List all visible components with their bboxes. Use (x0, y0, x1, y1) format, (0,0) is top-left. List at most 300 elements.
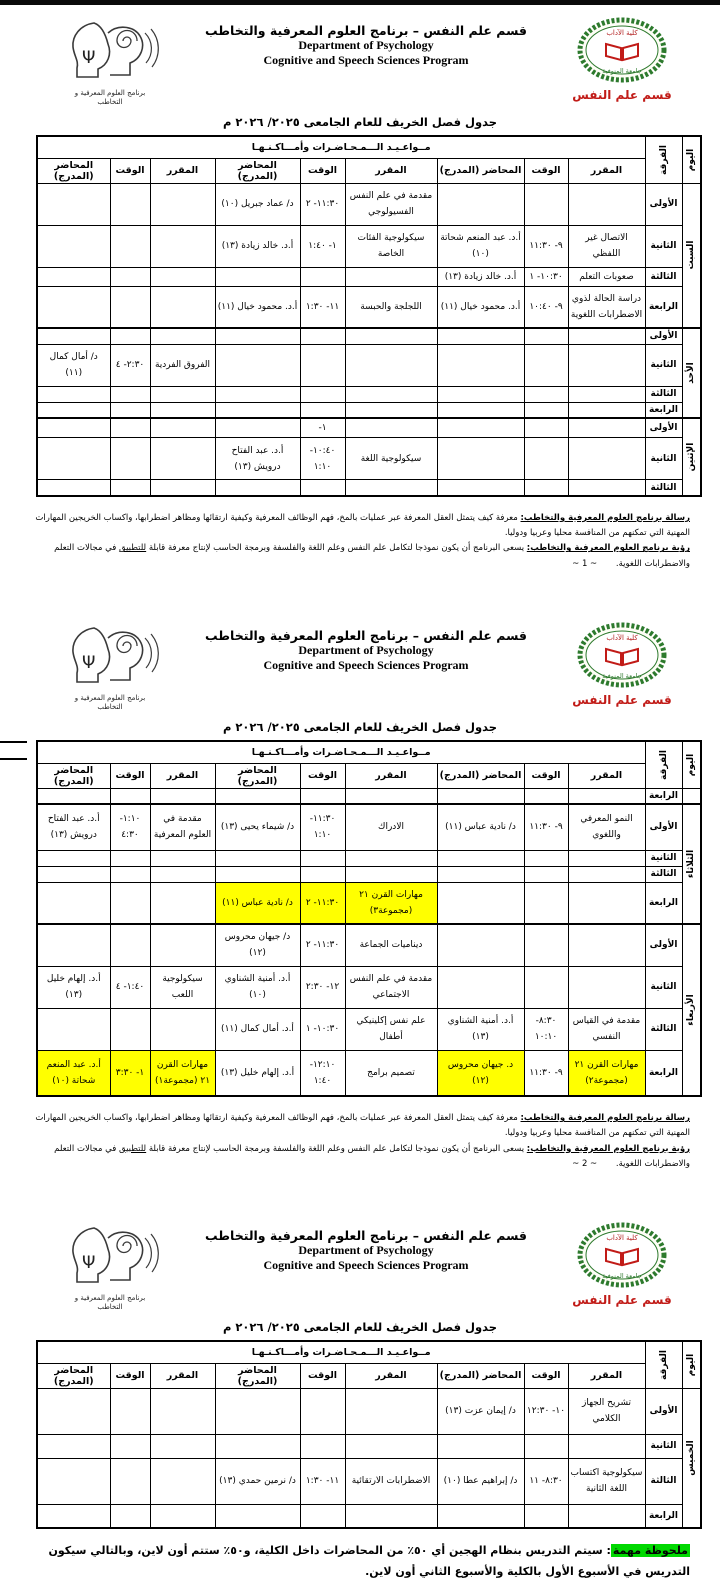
note-text: : سيتم التدريس بنظام الهجين أي ٥٠٪ من المحاضرات داخل الكلية، و٥٠٪ ستتم أون لاين، وبالتالي سيكون التدريس في الأسبوع الأول بالكلية والأسبوع الثاني أون لاين. (48, 1544, 690, 1579)
course-cell (345, 1388, 437, 1434)
time-cell (110, 267, 150, 286)
program-title-en: Cognitive and Speech Sciences Program (263, 658, 469, 673)
time-cell (524, 924, 568, 966)
lecturer-cell (215, 1504, 300, 1528)
grade-cell: الثالثة (645, 1458, 682, 1504)
course-cell (150, 850, 215, 866)
program-logo-block (50, 17, 170, 107)
schedule-table-page-3 (36, 1340, 702, 1530)
lecturer-cell (215, 386, 300, 402)
course-header: المقرر (345, 158, 437, 183)
lecturer-cell: أ.د. خالد زيادة (١٣) (215, 225, 300, 267)
lecturer-cell: د/ أمال كمال (١١) (37, 344, 110, 386)
time-cell: ١١:٣٠- ٢ (300, 924, 345, 966)
lecturer-cell: أ.د. خالد زيادة (١٣) (437, 267, 524, 286)
course-cell (150, 225, 215, 267)
lecturer-header: المحاضر (المدرج) (215, 763, 300, 788)
course-cell: الاضطرابات الارتقائية (345, 1458, 437, 1504)
lecturer-cell (437, 344, 524, 386)
time-header: الوقت (300, 158, 345, 183)
faculty-seal-icon (562, 17, 682, 87)
course-cell (150, 1008, 215, 1050)
course-cell (568, 438, 645, 480)
time-cell (300, 480, 345, 496)
lecturer-cell (215, 1388, 300, 1434)
time-cell (110, 866, 150, 882)
time-cell (524, 882, 568, 924)
grade-cell: الأولى (645, 924, 682, 966)
course-cell (150, 328, 215, 344)
course-cell (150, 267, 215, 286)
lecturer-cell (37, 386, 110, 402)
course-cell (345, 402, 437, 418)
time-cell (300, 402, 345, 418)
lecturer-cell: أ.د. إلهام خليل (١٣) (37, 966, 110, 1008)
time-cell (110, 183, 150, 225)
grade-cell: الثالثة (645, 386, 682, 402)
lecturer-cell: أ.د. أمنية الشناوي (١٣) (437, 1008, 524, 1050)
lecturer-cell (437, 418, 524, 438)
seal-top-text: كلية الآداب (606, 29, 638, 37)
time-cell: ١١:٣٠- ١:١٠ (300, 804, 345, 850)
seal-top-text: كلية الآداب (606, 634, 638, 643)
time-cell (524, 402, 568, 418)
course-cell: ديناميات الجماعة (345, 924, 437, 966)
time-cell (524, 386, 568, 402)
lecturer-cell (37, 866, 110, 882)
lecturer-cell (437, 183, 524, 225)
lecturer-cell: أ.د. أمنية الشناوي (١٠) (215, 966, 300, 1008)
faculty-seal-icon (562, 622, 682, 692)
lecturer-cell (215, 850, 300, 866)
department-title-ar: قسم علم النفس – برنامج العلوم المعرفية والتخاطب (205, 628, 527, 644)
department-title-ar: قسم علم النفس – برنامج العلوم المعرفية والتخاطب (205, 1228, 527, 1244)
course-cell: مقدمة في علم النفس الاجتماعي (345, 966, 437, 1008)
course-header: المقرر (568, 763, 645, 788)
lecturer-cell (437, 866, 524, 882)
program-logo-caption: برنامج العلوم المعرفية و التخاطب (74, 694, 146, 711)
time-cell: ١٠:٣٠- ١ (300, 1008, 345, 1050)
department-title-en: Department of Psychology (298, 1243, 434, 1258)
vision-underlined-word: للتطبيق (118, 1143, 147, 1154)
course-cell (345, 850, 437, 866)
lecturer-header: المحاضر (المدرج) (215, 1363, 300, 1388)
lecturer-cell (437, 480, 524, 496)
course-cell (568, 1434, 645, 1458)
grade-cell: الأولى (645, 418, 682, 438)
course-cell (345, 1504, 437, 1528)
lecturer-cell: د. جيهان محروس (١٢) (437, 1050, 524, 1096)
grade-cell: الثالثة (645, 480, 682, 496)
course-cell (150, 788, 215, 804)
program-logo-caption: برنامج العلوم المعرفية و التخاطب (74, 89, 146, 106)
time-cell (110, 418, 150, 438)
course-cell: سيكولوجية اللغة (345, 438, 437, 480)
time-cell (110, 438, 150, 480)
time-header: الوقت (524, 1363, 568, 1388)
department-title-en: Department of Psychology (298, 643, 434, 658)
seal-bottom-text: جامعة المنوفية (602, 67, 642, 75)
course-header: المقرر (345, 1363, 437, 1388)
seal-bottom-text: جامعة المنوفية (602, 1272, 642, 1281)
time-cell (524, 966, 568, 1008)
vision-text: يسعى البرنامج أن يكون نموذجا لتكامل علم النفس وعلم اللغة والفلسفة وبرمجة الحاسب لإنتاج معرفة قابلة (146, 543, 527, 554)
course-cell (568, 328, 645, 344)
lecturer-header: المحاضر (المدرج) (37, 763, 110, 788)
time-cell: ٨:٣٠- ١١ (524, 1458, 568, 1504)
time-cell (524, 344, 568, 386)
mission-line (26, 511, 690, 542)
lecturer-cell: أ.د. عبد المنعم شحاتة (١٠) (37, 1050, 110, 1096)
course-cell: سيكولوجية اكتساب اللغة الثانية (568, 1458, 645, 1504)
course-cell (568, 480, 645, 496)
schedule-table-page-2 (36, 740, 702, 1098)
time-cell: ٩- ١١:٣٠ (524, 225, 568, 267)
time-cell (300, 1434, 345, 1458)
lecturer-cell (437, 328, 524, 344)
time-cell: ١١:٣٠- ٢ (300, 882, 345, 924)
course-cell (568, 850, 645, 866)
day-column-header: اليوم (682, 136, 701, 184)
page-footer (26, 1111, 690, 1172)
lecturer-cell (37, 286, 110, 328)
lecturer-cell: د/ نادية عباس (١١) (437, 804, 524, 850)
note-label: ملحوظة مهمة (612, 1544, 688, 1558)
course-cell (568, 866, 645, 882)
lecturer-cell: أ.د. محمود خيال (١١) (437, 286, 524, 328)
course-cell: مقدمة في القياس النفسي (568, 1008, 645, 1050)
course-cell: اللجلجة والحبسة (345, 286, 437, 328)
course-header: المقرر (150, 1363, 215, 1388)
page-footer (26, 511, 690, 572)
lecturer-cell (37, 480, 110, 496)
day-cell: الأربعاء (682, 924, 701, 1096)
lecturer-cell (37, 1388, 110, 1434)
course-cell (345, 267, 437, 286)
page-header (0, 610, 720, 712)
lecturer-cell (37, 1458, 110, 1504)
psi-glyph: Ψ (82, 48, 96, 68)
time-cell (524, 183, 568, 225)
time-cell (110, 1458, 150, 1504)
time-cell (300, 788, 345, 804)
time-cell (524, 418, 568, 438)
page-header (0, 1210, 720, 1312)
psi-glyph: Ψ (82, 1253, 96, 1274)
course-cell: الادراك (345, 804, 437, 850)
course-cell (150, 386, 215, 402)
vision-line (26, 541, 690, 572)
lecturer-cell (437, 1434, 524, 1458)
time-cell (300, 866, 345, 882)
course-cell (150, 438, 215, 480)
vision-text-end: في مجالات التعلم والاضطرابات اللغوية. (54, 543, 690, 569)
grade-cell: الرابعة (645, 402, 682, 418)
lecturer-header: المحاضر (المدرج) (37, 158, 110, 183)
lecturer-cell (37, 788, 110, 804)
time-cell: ١- ٣:٣٠ (110, 1050, 150, 1096)
course-cell: النمو المعرفي واللغوي (568, 804, 645, 850)
lecturer-cell: د/ شيماء يحيى (١٣) (215, 804, 300, 850)
program-logo-icon (50, 17, 170, 89)
page-header (0, 5, 720, 107)
time-cell (110, 924, 150, 966)
document-titles (170, 1222, 562, 1273)
time-cell: ٩- ١١:٣٠ (524, 1050, 568, 1096)
day-cell: الثلاثاء (682, 804, 701, 924)
lecturer-cell: أ.د. إلهام خليل (١٣) (215, 1050, 300, 1096)
psi-glyph: Ψ (82, 653, 96, 674)
vision-label: رؤية برنامج العلوم المعرفية والتخاطب: (526, 1143, 690, 1154)
time-cell: ١- (300, 418, 345, 438)
lecturer-cell (37, 882, 110, 924)
program-logo-block (50, 622, 170, 712)
course-cell (150, 866, 215, 882)
time-cell (110, 882, 150, 924)
course-cell: مقدمة في العلوم المعرفية (150, 804, 215, 850)
course-cell (150, 1504, 215, 1528)
lecturer-header: المحاضر (المدرج) (37, 1363, 110, 1388)
course-cell (150, 402, 215, 418)
grade-cell: الرابعة (645, 286, 682, 328)
time-cell (110, 286, 150, 328)
faculty-seal-caption: قسم علم النفس (572, 693, 672, 708)
department-title-en: Department of Psychology (298, 38, 434, 52)
vision-line (26, 1142, 690, 1173)
course-cell (345, 328, 437, 344)
lecturer-header: المحاضر (المدرج) (437, 763, 524, 788)
lecturer-cell (437, 924, 524, 966)
lecturer-cell (437, 850, 524, 866)
lecturer-cell (37, 402, 110, 418)
course-cell (150, 286, 215, 328)
course-cell: دراسة الحالة لذوي الاضطرابات اللغوية (568, 286, 645, 328)
lecturer-cell: أ.د. عبد الفتاح درويش (١٣) (215, 438, 300, 480)
lecturer-cell (437, 386, 524, 402)
page-number: ~ 1 ~ (572, 558, 598, 569)
lecturer-cell (437, 402, 524, 418)
course-cell (150, 924, 215, 966)
grade-cell: الرابعة (645, 1504, 682, 1528)
course-cell (345, 866, 437, 882)
time-cell (300, 386, 345, 402)
grade-cell: الثانية (645, 850, 682, 866)
lecturer-cell: أ.د. عبد الفتاح درويش (١٣) (37, 804, 110, 850)
time-cell: ١٠:٣٠- ١ (524, 267, 568, 286)
page-2 (0, 610, 720, 1172)
lecturer-cell: د/ جيهان محروس (١٢) (215, 924, 300, 966)
seal-bottom-text: جامعة المنوفية (602, 672, 642, 681)
course-cell: مقدمة في علم النفس الفسيولوجي (345, 183, 437, 225)
time-header: الوقت (524, 158, 568, 183)
vision-underlined-word: للتطبيق (118, 543, 147, 554)
course-cell (345, 480, 437, 496)
time-header: الوقت (300, 763, 345, 788)
time-cell: ١٠- ١٢:٣٠ (524, 1388, 568, 1434)
lecturer-cell (37, 183, 110, 225)
time-header: الوقت (110, 1363, 150, 1388)
lecturer-cell (215, 344, 300, 386)
course-cell (150, 183, 215, 225)
lecturer-cell (37, 1504, 110, 1528)
grade-cell: الثانية (645, 344, 682, 386)
course-cell (568, 386, 645, 402)
grade-column-header: الفرقة (645, 1341, 682, 1389)
time-cell (110, 480, 150, 496)
program-logo-icon (50, 622, 170, 694)
faculty-seal-caption: قسم علم النفس (572, 1293, 672, 1308)
lectures-times-header: مــواعـيـد الـــمـحـاضـرات وأمـــاكـنـهـا (37, 136, 645, 159)
time-cell: ١:٤٠- ٤ (110, 966, 150, 1008)
lecturer-cell (215, 402, 300, 418)
grade-cell: الرابعة (645, 1050, 682, 1096)
time-cell (524, 1434, 568, 1458)
time-cell (524, 438, 568, 480)
lecturer-cell (37, 225, 110, 267)
schedule-title: جدول فصل الخريف للعام الجامعى ٢٠٢٥/ ٢٠٢٦ م (222, 114, 498, 129)
course-cell (345, 344, 437, 386)
course-cell: مهارات القرن ٢١ (مجموعة٣) (345, 882, 437, 924)
course-cell (345, 1434, 437, 1458)
vision-text: يسعى البرنامج أن يكون نموذجا لتكامل علم النفس وعلم اللغة والفلسفة وبرمجة الحاسب لإنتاج معرفة قابلة (146, 1143, 527, 1154)
course-header: المقرر (345, 763, 437, 788)
course-header: المقرر (150, 158, 215, 183)
course-cell (568, 966, 645, 1008)
course-cell (150, 1388, 215, 1434)
grade-cell: الأولى (645, 804, 682, 850)
grade-cell: الثانية (645, 1434, 682, 1458)
course-cell: سيكولوجية اللعب (150, 966, 215, 1008)
course-cell (568, 1504, 645, 1528)
time-cell (524, 1504, 568, 1528)
time-cell (300, 1388, 345, 1434)
time-cell: ٢:٣٠- ٤ (110, 344, 150, 386)
lecturer-cell: د/ عماد جبريل (١٠) (215, 183, 300, 225)
time-cell: ١١:٣٠- ٢ (300, 183, 345, 225)
course-cell (568, 418, 645, 438)
time-cell (110, 1504, 150, 1528)
course-header: المقرر (150, 763, 215, 788)
lecturer-cell (37, 850, 110, 866)
time-cell (300, 1504, 345, 1528)
lecturer-cell (437, 882, 524, 924)
lecturer-cell (37, 1008, 110, 1050)
page-1 (0, 5, 720, 572)
grade-cell: الأولى (645, 183, 682, 225)
course-cell: علم نفس إكلينيكي أطفال (345, 1008, 437, 1050)
grade-cell: الثانية (645, 225, 682, 267)
vision-label: رؤية برنامج العلوم المعرفية والتخاطب: (526, 543, 690, 554)
lecturer-cell: د/ إيمان عزت (١٣) (437, 1388, 524, 1434)
grade-column-header: الفرقة (645, 136, 682, 184)
time-cell (110, 1008, 150, 1050)
time-cell: ١١- ١:٣٠ (300, 1458, 345, 1504)
lecturer-cell (215, 328, 300, 344)
faculty-seal-caption: قسم علم النفس (572, 88, 672, 102)
course-cell: صعوبات التعلم (568, 267, 645, 286)
mission-line (26, 1111, 690, 1142)
course-cell: الفروق الفردية (150, 344, 215, 386)
time-cell (110, 328, 150, 344)
lecturer-cell (37, 267, 110, 286)
course-cell (345, 788, 437, 804)
mission-text: معرفة كيف يتمثل العقل المعرفة عبر عمليات بالمخ، فهم الوظائف المعرفية وكيفية ارتقائها ومظاهر اضطرابها، واكساب الخريجين المهارات المهنية التي تمكنهم من المنافسة محليا وعربيا ودوليا. (35, 1113, 690, 1139)
department-title-ar: قسم علم النفس – برنامج العلوم المعرفية والتخاطب (205, 23, 527, 38)
time-cell: ٩- ١١:٣٠ (524, 804, 568, 850)
grade-cell: الرابعة (645, 788, 682, 804)
time-cell (110, 225, 150, 267)
faculty-seal-block (562, 17, 682, 102)
grade-cell: الأولى (645, 1388, 682, 1434)
mission-label: رسالة برنامج العلوم المعرفية والتخاطب: (520, 1113, 690, 1124)
lecturer-cell: أ.د. أمال كمال (١١) (215, 1008, 300, 1050)
course-cell (345, 418, 437, 438)
page-3 (0, 1210, 720, 1583)
course-header: المقرر (568, 158, 645, 183)
course-cell: سيكولوجية الفئات الخاصة (345, 225, 437, 267)
time-cell: ١٢:١٠- ١:٤٠ (300, 1050, 345, 1096)
program-title-en: Cognitive and Speech Sciences Program (263, 1258, 469, 1273)
lecturer-cell: د/ إبراهيم عطا (١٠) (437, 1458, 524, 1504)
schedule-title: جدول فصل الخريف للعام الجامعى ٢٠٢٥/ ٢٠٢٦ م (222, 1319, 498, 1334)
lecturer-cell (37, 1434, 110, 1458)
course-cell (150, 1434, 215, 1458)
time-cell (110, 788, 150, 804)
document-titles (170, 17, 562, 68)
faculty-seal-block (562, 1222, 682, 1307)
course-cell (568, 402, 645, 418)
lecturer-cell (215, 788, 300, 804)
time-cell (524, 866, 568, 882)
lecturer-cell: أ.د. عبد المنعم شحاتة (١٠) (437, 225, 524, 267)
program-logo-icon (50, 1222, 170, 1294)
lecturer-cell (215, 267, 300, 286)
important-note (40, 1541, 690, 1583)
document-titles (170, 622, 562, 673)
lecturer-cell (437, 1504, 524, 1528)
time-cell: ١:١٠- ٤:٣٠ (110, 804, 150, 850)
grade-cell: الرابعة (645, 882, 682, 924)
program-logo-block (50, 1222, 170, 1312)
day-cell: الإثنين (682, 418, 701, 496)
lecturer-cell (37, 438, 110, 480)
course-cell (568, 183, 645, 225)
time-cell: ٩- ١٠:٤٠ (524, 286, 568, 328)
time-cell: ١- ١:٤٠ (300, 225, 345, 267)
time-cell (110, 1434, 150, 1458)
day-cell: السبت (682, 183, 701, 328)
seal-top-text: كلية الآداب (606, 1234, 638, 1243)
program-title-en: Cognitive and Speech Sciences Program (263, 53, 469, 67)
faculty-seal-block (562, 622, 682, 707)
course-cell (150, 418, 215, 438)
lecturer-cell (437, 966, 524, 1008)
time-cell (524, 850, 568, 866)
day-column-header: اليوم (682, 741, 701, 789)
mission-text: معرفة كيف يتمثل العقل المعرفة عبر عمليات بالمخ، فهم الوظائف المعرفية وكيفية ارتقائها ومظاهر اضطرابها، واكساب الخريجين المهارات المهنية التي تمكنهم من المنافسة محليا وعربيا ودوليا. (35, 512, 690, 539)
grade-cell: الثالثة (645, 267, 682, 286)
faculty-seal-icon (562, 1222, 682, 1292)
schedule-table-page-1 (36, 135, 702, 497)
lecturer-cell (37, 418, 110, 438)
day-cell: الخميس (682, 1388, 701, 1528)
time-cell (524, 788, 568, 804)
lecturer-header: المحاضر (المدرج) (437, 1363, 524, 1388)
time-cell (300, 344, 345, 386)
time-cell (300, 850, 345, 866)
program-logo-caption: برنامج العلوم المعرفية و التخاطب (74, 1294, 146, 1311)
day-cell: الأحد (682, 328, 701, 418)
